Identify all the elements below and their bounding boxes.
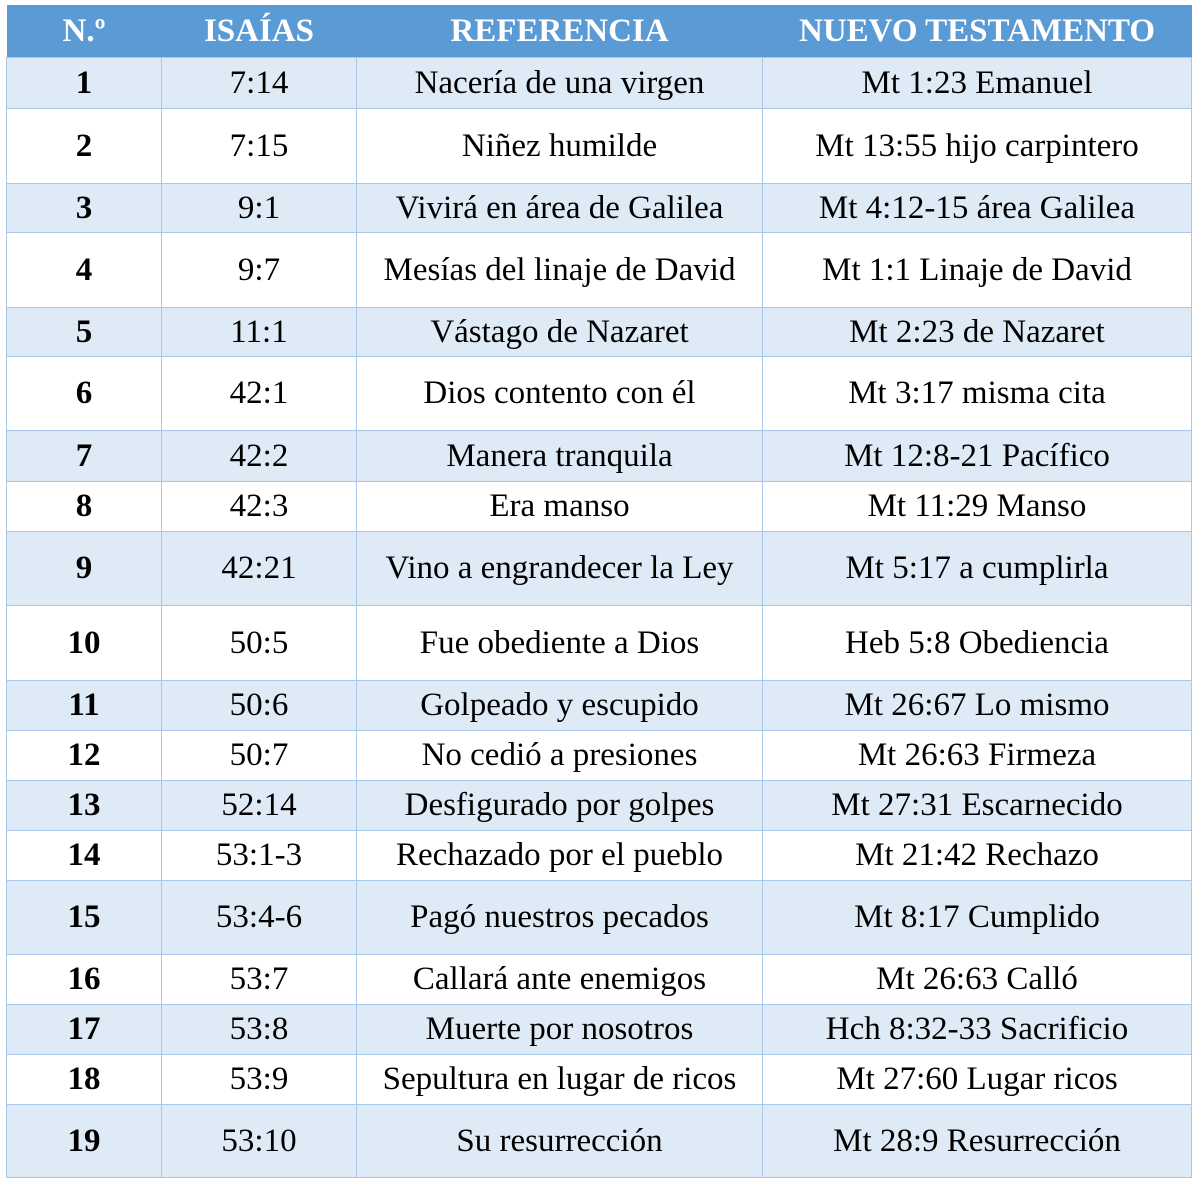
isaias-verse: 9:1: [162, 184, 357, 233]
table-row: [7, 831, 1192, 881]
reference-text: Golpeado y escupido: [357, 681, 763, 731]
isaias-verse: 53:1-3: [162, 831, 357, 881]
new-testament-ref: Heb 5:8 Obediencia: [763, 606, 1192, 681]
isaias-verse: 7:15: [162, 109, 357, 184]
isaias-verse: 50:5: [162, 606, 357, 681]
row-number: 12: [7, 731, 162, 781]
reference-text: Callará ante enemigos: [357, 955, 763, 1005]
new-testament-ref: Mt 1:23 Emanuel: [763, 58, 1192, 109]
new-testament-ref: Mt 4:12-15 área Galilea: [763, 184, 1192, 233]
row-number: 3: [7, 184, 162, 233]
table-row: [7, 532, 1192, 606]
row-number: 5: [7, 308, 162, 357]
new-testament-ref: Mt 12:8-21 Pacífico: [763, 431, 1192, 482]
new-testament-ref: Mt 11:29 Manso: [763, 482, 1192, 532]
new-testament-ref: Mt 27:60 Lugar ricos: [763, 1055, 1192, 1105]
reference-text: Nacería de una virgen: [357, 58, 763, 109]
table-row: [7, 58, 1192, 109]
table-row: [7, 606, 1192, 681]
table-row: [7, 1005, 1192, 1055]
prophecy-table: [6, 5, 1192, 1178]
reference-text: No cedió a presiones: [357, 731, 763, 781]
reference-text: Vástago de Nazaret: [357, 308, 763, 357]
table-row: [7, 731, 1192, 781]
row-number: 6: [7, 357, 162, 431]
isaias-verse: 52:14: [162, 781, 357, 831]
reference-text: Vino a engrandecer la Ley: [357, 532, 763, 606]
new-testament-ref: Mt 27:31 Escarnecido: [763, 781, 1192, 831]
isaias-verse: 50:7: [162, 731, 357, 781]
row-number: 17: [7, 1005, 162, 1055]
new-testament-ref: Mt 1:1 Linaje de David: [763, 233, 1192, 308]
new-testament-ref: Mt 2:23 de Nazaret: [763, 308, 1192, 357]
reference-text: Mesías del linaje de David: [357, 233, 763, 308]
table-row: [7, 955, 1192, 1005]
reference-text: Vivirá en área de Galilea: [357, 184, 763, 233]
table-row: [7, 308, 1192, 357]
reference-text: Dios contento con él: [357, 357, 763, 431]
table-row: [7, 1055, 1192, 1105]
new-testament-ref: Hch 8:32-33 Sacrificio: [763, 1005, 1192, 1055]
isaias-verse: 53:4-6: [162, 881, 357, 955]
reference-text: Su resurrección: [357, 1105, 763, 1178]
row-number: 2: [7, 109, 162, 184]
row-number: 16: [7, 955, 162, 1005]
isaias-verse: 53:9: [162, 1055, 357, 1105]
new-testament-ref: Mt 13:55 hijo carpintero: [763, 109, 1192, 184]
new-testament-ref: Mt 26:67 Lo mismo: [763, 681, 1192, 731]
row-number: 7: [7, 431, 162, 482]
new-testament-ref: Mt 26:63 Firmeza: [763, 731, 1192, 781]
reference-text: Pagó nuestros pecados: [357, 881, 763, 955]
table-row: [7, 1105, 1192, 1178]
header-nuevo-testamento: NUEVO TESTAMENTO: [763, 5, 1192, 58]
row-number: 13: [7, 781, 162, 831]
reference-text: Era manso: [357, 482, 763, 532]
isaias-verse: 9:7: [162, 233, 357, 308]
new-testament-ref: Mt 3:17 misma cita: [763, 357, 1192, 431]
table-header-row: [7, 5, 1192, 58]
table-row: [7, 431, 1192, 482]
table-row: [7, 233, 1192, 308]
table-row: [7, 781, 1192, 831]
new-testament-ref: Mt 28:9 Resurrección: [763, 1105, 1192, 1178]
isaias-verse: 7:14: [162, 58, 357, 109]
row-number: 19: [7, 1105, 162, 1178]
isaias-verse: 42:2: [162, 431, 357, 482]
row-number: 14: [7, 831, 162, 881]
isaias-verse: 42:21: [162, 532, 357, 606]
new-testament-ref: Mt 21:42 Rechazo: [763, 831, 1192, 881]
new-testament-ref: Mt 26:63 Calló: [763, 955, 1192, 1005]
reference-text: Desfigurado por golpes: [357, 781, 763, 831]
isaias-verse: 53:7: [162, 955, 357, 1005]
reference-text: Rechazado por el pueblo: [357, 831, 763, 881]
isaias-verse: 42:1: [162, 357, 357, 431]
isaias-verse: 50:6: [162, 681, 357, 731]
table-row: [7, 881, 1192, 955]
header-referencia: REFERENCIA: [357, 5, 763, 58]
reference-text: Muerte por nosotros: [357, 1005, 763, 1055]
row-number: 18: [7, 1055, 162, 1105]
new-testament-ref: Mt 5:17 a cumplirla: [763, 532, 1192, 606]
table-row: [7, 184, 1192, 233]
row-number: 9: [7, 532, 162, 606]
row-number: 10: [7, 606, 162, 681]
table-row: [7, 482, 1192, 532]
isaias-verse: 53:8: [162, 1005, 357, 1055]
reference-text: Sepultura en lugar de ricos: [357, 1055, 763, 1105]
row-number: 11: [7, 681, 162, 731]
reference-text: Niñez humilde: [357, 109, 763, 184]
header-isaias: ISAÍAS: [162, 5, 357, 58]
reference-text: Fue obediente a Dios: [357, 606, 763, 681]
prophecy-table-container: [6, 5, 1191, 1178]
row-number: 1: [7, 58, 162, 109]
isaias-verse: 53:10: [162, 1105, 357, 1178]
header-number: N.º: [7, 5, 162, 58]
reference-text: Manera tranquila: [357, 431, 763, 482]
new-testament-ref: Mt 8:17 Cumplido: [763, 881, 1192, 955]
row-number: 4: [7, 233, 162, 308]
table-row: [7, 357, 1192, 431]
isaias-verse: 11:1: [162, 308, 357, 357]
table-row: [7, 109, 1192, 184]
row-number: 8: [7, 482, 162, 532]
row-number: 15: [7, 881, 162, 955]
isaias-verse: 42:3: [162, 482, 357, 532]
table-row: [7, 681, 1192, 731]
